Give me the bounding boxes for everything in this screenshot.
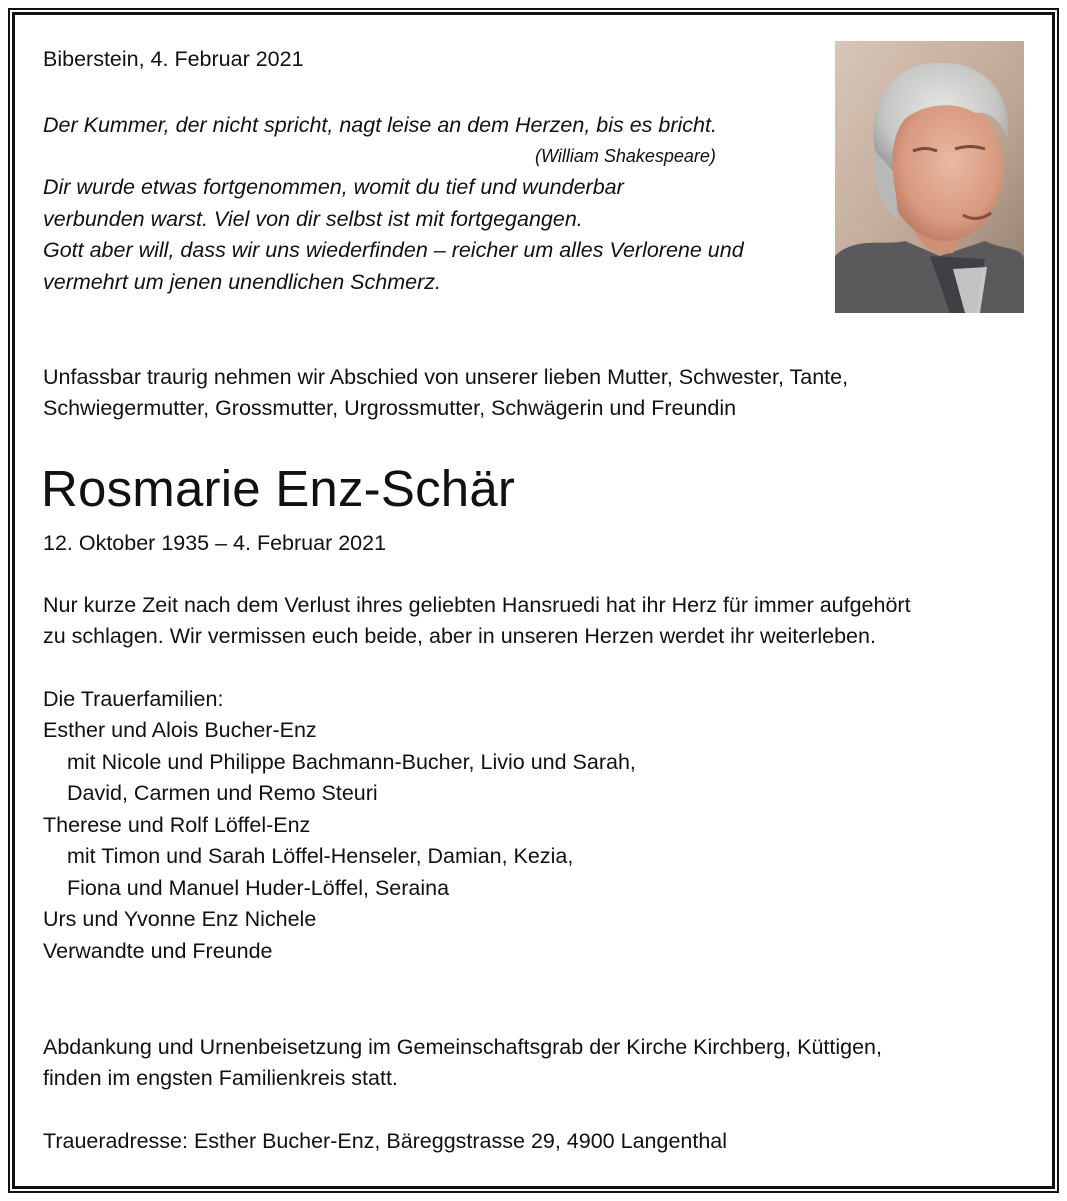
family-line: David, Carmen und Remo Steuri <box>67 781 378 805</box>
life-dates: 12. Oktober 1935 – 4. Februar 2021 <box>43 531 387 555</box>
message-line: zu schlagen. Wir vermissen euch beide, aber in unseren Herzen werdet ihr weiterleben. <box>43 624 876 648</box>
ceremony-line: Abdankung und Urnenbeisetzung im Gemeinschaftsgrab der Kirche Kirchberg, Küttigen, <box>43 1035 882 1059</box>
mourning-address: Traueradresse: Esther Bucher-Enz, Bäreggstrasse 29, 4900 Langenthal <box>43 1129 728 1153</box>
family-line: Urs und Yvonne Enz Nichele <box>43 907 317 931</box>
family-line: Fiona und Manuel Huder-Löffel, Seraina <box>67 876 450 900</box>
quote-line: Gott aber will, dass wir uns wiederfinden – reicher um alles Verlorene und <box>43 238 744 262</box>
ceremony-line: finden im engsten Familienkreis statt. <box>43 1066 398 1090</box>
family-line: mit Timon und Sarah Löffel-Henseler, Damian, Kezia, <box>67 844 574 868</box>
families-heading: Die Trauerfamilien: <box>43 687 224 711</box>
family-line: mit Nicole und Philippe Bachmann-Bucher, Livio und Sarah, <box>67 750 636 774</box>
intro-line: Schwiegermutter, Grossmutter, Urgrossmutter, Schwägerin und Freundin <box>43 396 737 420</box>
quote-line: verbunden warst. Viel von dir selbst ist mit fortgegangen. <box>43 207 583 231</box>
message-line: Nur kurze Zeit nach dem Verlust ihres geliebten Hansruedi hat ihr Herz für immer aufgehört <box>43 593 911 617</box>
family-line: Therese und Rolf Löffel-Enz <box>43 813 311 837</box>
portrait-photo <box>835 41 1024 313</box>
family-line: Verwandte und Freunde <box>43 939 273 963</box>
quote-line: vermehrt um jenen unendlichen Schmerz. <box>43 270 441 294</box>
quote-attribution: (William Shakespeare) <box>535 146 716 166</box>
quote-line: Dir wurde etwas fortgenommen, womit du tief und wunderbar <box>43 175 624 199</box>
quote-line: Der Kummer, der nicht spricht, nagt leise an dem Herzen, bis es bricht. <box>43 113 717 137</box>
place-date: Biberstein, 4. Februar 2021 <box>43 47 304 71</box>
intro-line: Unfassbar traurig nehmen wir Abschied von unserer lieben Mutter, Schwester, Tante, <box>43 365 849 389</box>
family-line: Esther und Alois Bucher-Enz <box>43 718 317 742</box>
deceased-name: Rosmarie Enz-Schär <box>41 460 516 517</box>
